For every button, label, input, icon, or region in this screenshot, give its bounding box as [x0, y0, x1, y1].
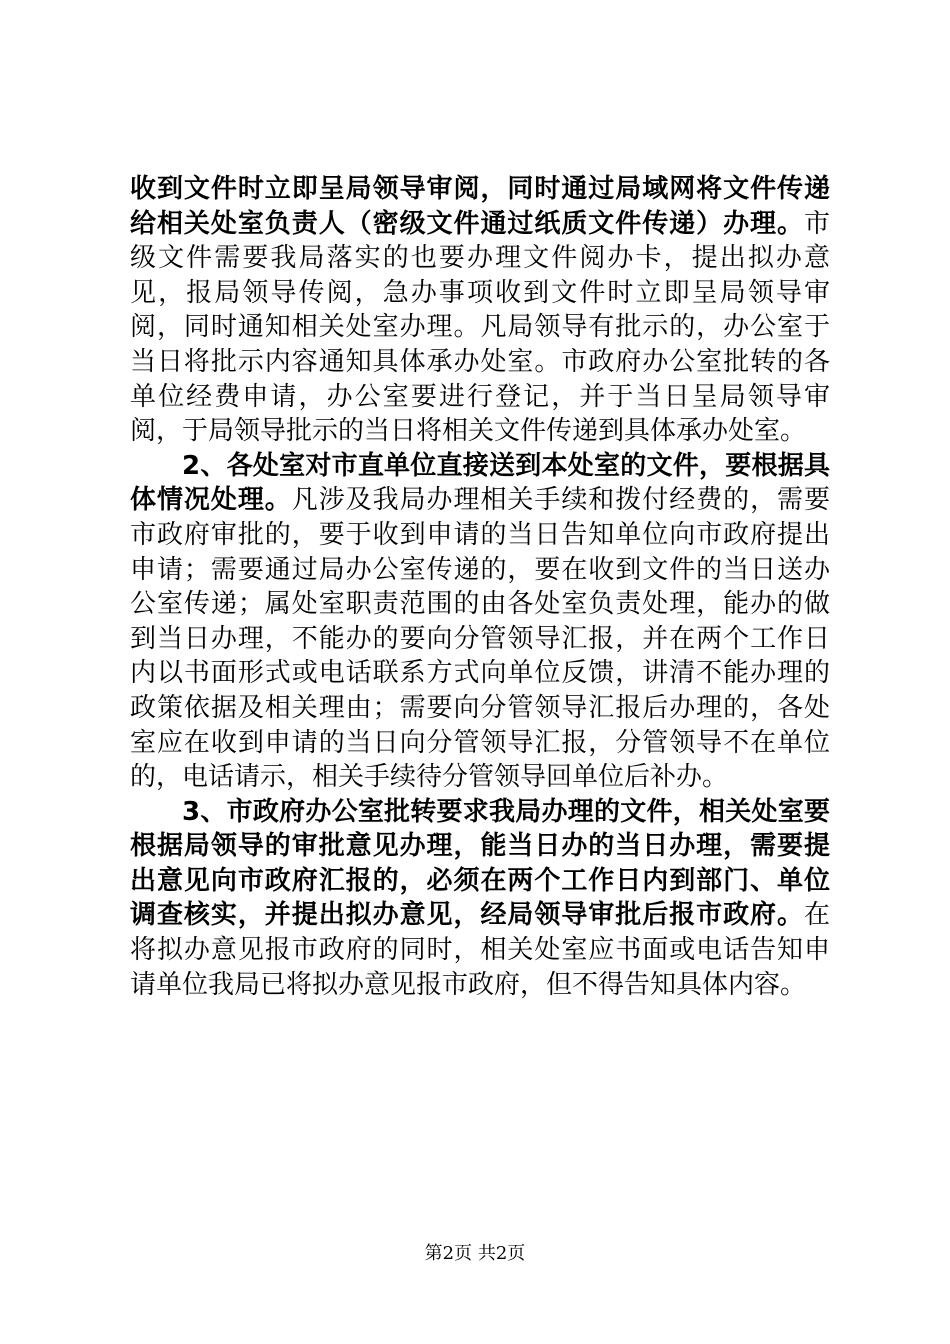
page-footer — [0, 1242, 950, 1266]
page-number: 第2页 共2页 — [424, 1243, 526, 1264]
paragraph-3 — [130, 795, 830, 1003]
paragraph-1-lead: 收到文件时立即呈局领导审阅，同时通过局域网将文件传递给相关处室负责人（密级文件通过纸质文件传递）办理。 — [130, 174, 830, 239]
paragraph-2-lead: 2、各处室对市直单位直接送到本处室的文件，要根据具体情况处理。 — [130, 450, 830, 516]
paragraph-2 — [130, 449, 830, 795]
paragraph-3-lead: 3、市政府办公室批转要求我局办理的文件，相关处室要根据局领导的审批意见办理，能当日办的当日办理，需要提出意见向市政府汇报的，必须在两个工作日内到部门、单位调查核实，并提出拟办意见，经局领导审批后报市政府。 — [130, 796, 830, 931]
paragraph-3-text: 在将拟办意见报市政府的同时，相关处室应书面或电话告知申请单位我局已将拟办意见报市政府，但不得告知具体内容。 — [130, 900, 830, 1000]
paragraph-1 — [130, 172, 830, 449]
document-body — [130, 172, 830, 1002]
paragraph-1-text: 市级文件需要我局落实的也要办理文件阅办卡，提出拟办意见，报局领导传阅，急办事项收到文件时立即呈局领导审阅，同时通知相关处室办理。凡局领导有批示的，办公室于当日将批示内容通知具体承办处室。市政府办公室批转的各单位经费申请，办公室要进行登记，并于当日呈局领导审阅，于局领导批示的当日将相关文件传递到具体承办处室。 — [130, 208, 830, 447]
paragraph-2-text: 凡涉及我局办理相关手续和拨付经费的，需要市政府审批的，要于收到申请的当日告知单位向市政府提出申请；需要通过局办公室传递的，要在收到文件的当日送办公室传递；属处室职责范围的由各处室负责处理，能办的做到当日办理，不能办的要向分管领导汇报，并在两个工作日内以书面形式或电话联系方式向单位反馈，讲清不能办理的政策依据及相关理由；需要向分管领导汇报后办理的，各处室应在收到申请的当日向分管领导汇报，分管领导不在单位的，电话请示，相关手续待分管领导回单位后补办。 — [130, 485, 830, 793]
